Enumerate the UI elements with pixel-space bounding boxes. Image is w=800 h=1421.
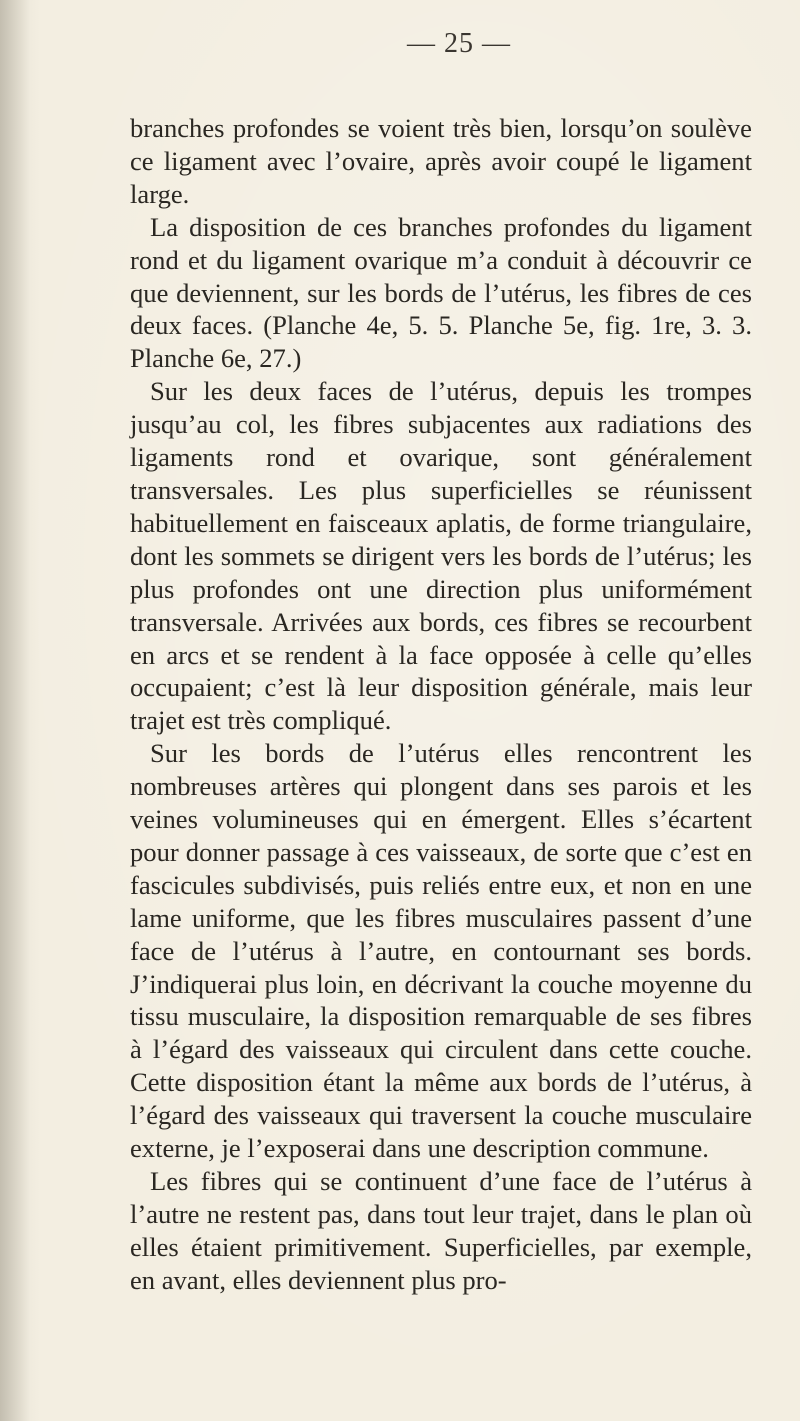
paragraph-2: La disposition de ces branches profondes du ligament rond et du ligament ovarique m’a conduit à découvrir ce que deviennent, sur les bords de l’utérus, les fibres de ces deux faces. (Planche 4e, 5. 5. Planche 5e, fig. 1re, 3. 3. Planche 6e, 27.) [130, 211, 752, 374]
body-text [130, 112, 752, 1297]
paragraph-5: Les fibres qui se continuent d’une face de l’utérus à l’autre ne restent pas, dans tout leur trajet, dans le plan où elles étaient primitivement. Superficielles, par exemple, en avant, elles deviennent plus pro- [130, 1166, 752, 1295]
binding-shadow [0, 0, 30, 1421]
paragraph-3: Sur les deux faces de l’utérus, depuis les trompes jusqu’au col, les fibres subjacentes aux radiations des ligaments rond et ovarique, sont généralement transversales. Les plus superficielles se réunissent habituellement en faisceaux aplatis, de forme triangulaire, dont les sommets se dirigent vers les bords de l’utérus; les plus profondes ont une direction plus uniformément transversale. Arrivées aux bords, ces fibres se recourbent en arcs et se rendent à la face opposée à celle qu’elles occupaient; c’est là leur disposition générale, mais leur trajet est très compliqué. [130, 376, 752, 736]
paragraph-4: Sur les bords de l’utérus elles rencontrent les nombreuses artères qui plongent dans ses parois et les veines volumineuses qui en émergent. Elles s’écartent pour donner passage à ces vaisseaux, de sorte que c’est en fascicules subdivisés, puis reliés entre eux, et non en une lame uniforme, que les fibres musculaires passent d’une face de l’utérus à l’autre, en contournant ses bords. J’indiquerai plus loin, en décrivant la couche moyenne du tissu musculaire, la disposition remarquable de ses fibres à l’égard des vaisseaux qui circulent dans cette couche. Cette disposition étant la même aux bords de l’utérus, à l’égard des vaisseaux qui traversent la couche musculaire externe, je l’exposerai dans une description commune. [130, 738, 752, 1164]
page-number [0, 28, 800, 60]
page-number-text: — 25 — [407, 28, 511, 59]
paragraph-1: branches profondes se voient très bien, lorsqu’on soulève ce ligament avec l’ovaire, après avoir coupé le ligament large. [130, 113, 752, 209]
